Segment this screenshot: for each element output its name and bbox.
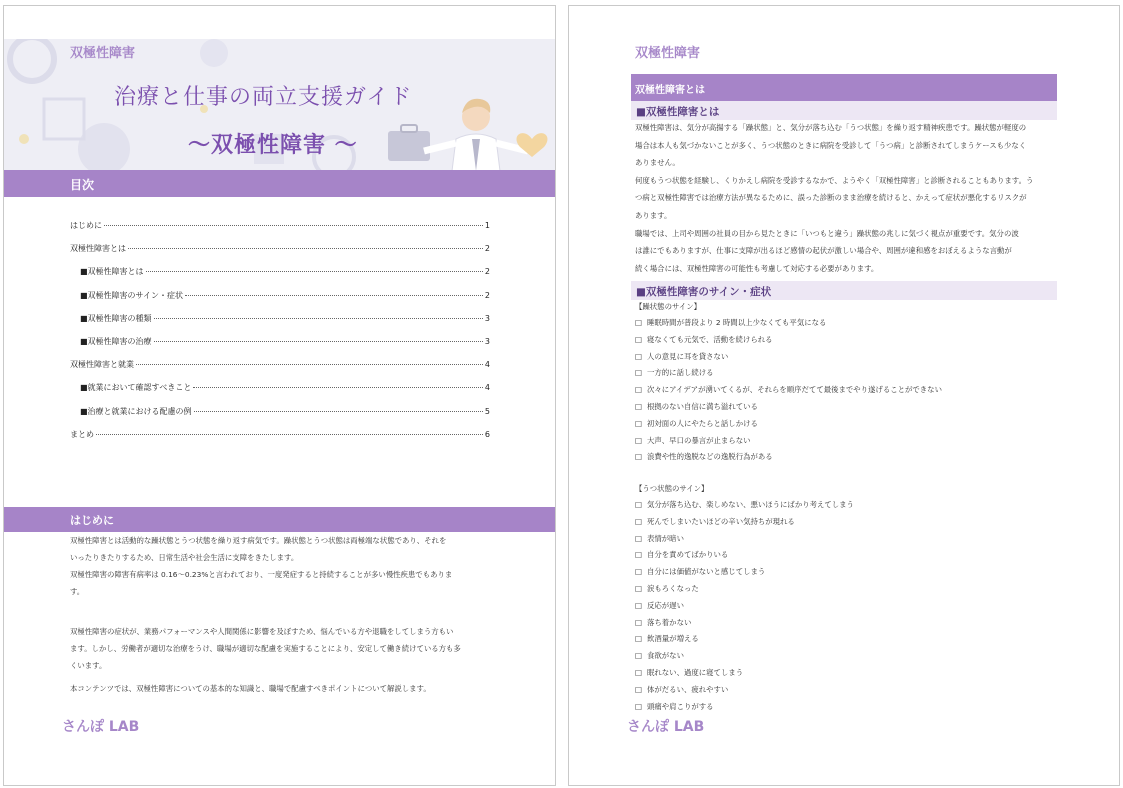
body-line: 続く場合には、双極性障害の可能性も考慮して対応する必要があります。 [635,263,879,273]
intro-line: 本コンテンツでは、双極性障害についての基本的な知識と、職場で配慮すべきポイントについて解説します。 [70,684,431,693]
checkbox-icon: □ [635,435,642,445]
toc-entry[interactable] [70,313,490,336]
toc-leader-dots [128,248,483,249]
body-line: は誰にでもありますが、仕事に支障が出るほど感情の起伏が激しい場合や、周囲が違和感をおぼえるような言動が [635,246,1012,256]
checklist-item [635,416,942,433]
subsection-heading: ■双極性障害とは [631,101,1057,120]
toc-entry[interactable] [70,406,490,429]
checklist-item [635,581,854,598]
checkbox-icon: □ [635,318,642,327]
toc-entry-label: ■就業において確認すべきこと [80,383,192,393]
checkbox-icon: □ [635,600,642,610]
checkbox-icon: □ [635,701,642,711]
manic-signs-list [635,298,942,466]
checklist-item [635,315,942,332]
toc-entry[interactable] [70,220,490,243]
checklist-item-text: 初対面の人にやたらと話しかける [647,418,758,428]
checklist-item-text: 涙もろくなった [647,583,699,593]
checkbox-icon: □ [635,583,642,593]
toc-heading: 目次 [4,170,555,197]
checklist-item [635,598,854,615]
body-line: あります。 [635,210,672,220]
checklist-item-text: 食欲がない [647,651,684,661]
toc-leader-dots [154,341,483,342]
checkbox-icon: □ [635,516,642,526]
checkbox-icon: □ [635,533,642,543]
checklist-item [635,648,854,665]
document-page-1 [3,5,556,786]
checklist-item [635,365,942,382]
document-subtitle: ～双極性障害 ～ [188,133,358,158]
toc-entry-page-number: 4 [484,383,490,393]
checklist-item-text: 自分を責めてばかりいる [647,550,729,560]
table-of-contents [70,220,490,452]
checklist-item-text: 自分には価値がないと感じてしまう [647,567,766,577]
checklist-item [635,399,942,416]
toc-entry-page-number: 3 [484,313,490,323]
list-heading: 【うつ状態のサイン】 [635,484,709,493]
toc-entry[interactable] [70,336,490,359]
list-heading: 【躁状態のサイン】 [635,302,701,311]
checklist-item [635,449,942,466]
toc-entry-page-number: 3 [484,336,490,346]
checklist-item-text: 睡眠時間が普段より 2 時間以上少なくても平気になる [647,318,827,327]
intro-line: くいます。 [70,661,107,670]
toc-entry-page-number: 1 [484,221,490,230]
checklist-item-text: 浪費や性的逸脱などの逸脱行為がある [647,452,773,462]
checkbox-icon: □ [635,550,642,560]
toc-leader-dots [146,271,483,272]
intro-heading: はじめに [4,507,555,532]
sanpo-lab-logo: さんぽ LAB [62,719,140,735]
checklist-item-text: 次々にアイデアが湧いてくるが、それらを順序だてて最後までやり遂げることができない [647,385,942,395]
checklist-item-text: 気分が落ち込む、楽しめない、悪いほうにばかり考えてしまう [647,500,854,509]
toc-leader-dots [104,225,483,226]
checklist-item-text: 飲酒量が増える [647,634,699,644]
toc-entry-label: 双極性障害とは [70,244,126,254]
checklist-item [635,497,854,514]
toc-entry-label: まとめ [70,429,94,439]
section-heading: 双極性障害とは [631,74,1057,101]
checklist-item-text: 根拠のない自信に満ち溢れている [647,401,758,411]
checklist-item-text: 人の意見に耳を貸さない [647,351,729,361]
toc-entry-label: ■双極性障害のサイン・症状 [80,290,183,300]
checkbox-icon: □ [635,401,642,411]
checklist-item-text: 体がだるい、疲れやすい [647,684,729,694]
toc-entry[interactable] [70,266,490,289]
checklist-item [635,615,854,632]
toc-entry-label: ■治療と就業における配慮の例 [80,406,192,416]
body-line: 何度もうつ状態を経験し、くりかえし病院を受診するなかで、ようやく「双極性障害」と診断されることもあります。う [635,175,1034,185]
body-line: 双極性障害は、気分が高揚する「躁状態」と、気分が落ち込む「うつ状態」を繰り返す精神疾患です。躁状態が軽度の [635,123,1027,132]
toc-entry-label: 双極性障害と就業 [70,360,134,370]
toc-entry[interactable] [70,243,490,266]
toc-entry-page-number: 4 [484,360,490,370]
toc-entry[interactable] [70,359,490,382]
checkbox-icon: □ [635,500,642,509]
checkbox-icon: □ [635,684,642,694]
checklist-item [635,332,942,349]
toc-leader-dots [194,411,483,412]
checklist-item [635,699,854,716]
section-body [635,119,1059,277]
sanpo-lab-logo: さんぽ LAB [627,719,705,735]
intro-line: 双極性障害とは活動的な躁状態とうつ状態を繰り返す病気です。躁状態とうつ状態は両極端な状態であり、それを [70,536,447,545]
body-line: 職場では、上司や周囲の社員の目から見たときに「いつもと違う」躁状態の兆しに気づく視点が重要です。気分の波 [635,228,1019,238]
toc-leader-dots [193,387,483,388]
intro-line: ます。しかし、労働者が適切な治療をうけ、職場が適切な配慮を実施することにより、安定して働き続けている方も多 [70,644,461,653]
body-line: つ病と双極性障害では治療方法が異なるために、誤った診断のまま治療を続けると、かえって症状が悪化するリスクが [635,193,1027,203]
checklist-item-text: 大声、早口の暴言が止まらない [647,435,751,445]
checkbox-icon: □ [635,368,642,378]
checkbox-icon: □ [635,634,642,644]
category-label: 双極性障害 [635,46,701,61]
checklist-item-text: 反応が遅い [647,600,684,610]
checkbox-icon: □ [635,385,642,395]
category-label: 双極性障害 [70,46,136,61]
toc-leader-dots [96,434,483,435]
toc-entry[interactable] [70,382,490,405]
toc-entry-label: はじめに [70,221,102,230]
checkbox-icon: □ [635,617,642,627]
checkbox-icon: □ [635,667,642,677]
checklist-item-text: 表情が暗い [647,533,684,543]
document-page-2 [568,5,1120,786]
checklist-item-text: 死んでしまいたいほどの辛い気持ちが現れる [647,516,795,526]
toc-leader-dots [185,295,483,296]
checklist-item [635,682,854,699]
toc-entry[interactable] [70,290,490,313]
checklist-item [635,433,942,450]
checkbox-icon: □ [635,418,642,428]
checklist-item [635,382,942,399]
toc-leader-dots [136,364,483,365]
toc-entry-page-number: 2 [484,244,490,254]
checkbox-icon: □ [635,651,642,661]
intro-body [70,532,494,697]
checkbox-icon: □ [635,452,642,462]
checklist-item-text: 頭痛や肩こりがする [647,701,714,711]
toc-entry-page-number: 2 [484,267,490,277]
intro-line: 双極性障害の障害有病率は 0.16～0.23%と言われており、一度発症すると持続することが多い慢性疾患でもありま [70,570,453,579]
intro-line: 双極性障害の症状が、業務パフォーマンスや人間関係に影響を及ぼすため、悩んでいる方や退職をしてしまう方もい [70,627,454,636]
checklist-item [635,547,854,564]
checkbox-icon: □ [635,567,642,577]
toc-entry-page-number: 2 [484,290,490,300]
checklist-item-text: 眠れない、過度に寝てしまう [647,667,744,677]
subsection-heading: ■双極性障害のサイン・症状 [631,281,1057,300]
checkbox-icon: □ [635,351,642,361]
checklist-item-text: 落ち着かない [647,617,692,627]
checklist-item [635,564,854,581]
toc-entry-page-number: 5 [484,406,490,416]
toc-entry-label: ■双極性障害の治療 [80,336,152,346]
checkbox-icon: □ [635,334,642,344]
checklist-item [635,631,854,648]
toc-leader-dots [154,318,483,319]
body-line: 場合は本人も気づかないことが多く、うつ状態のときに病院を受診して「うつ病」と診断されてしまうケースも少なく [635,140,1027,150]
checklist-item-text: 一方的に話し続ける [647,368,714,378]
document-title: 治療と仕事の両立支援ガイド [114,85,413,110]
checklist-item [635,514,854,531]
body-line: ありません。 [635,158,680,168]
checklist-item [635,665,854,682]
checklist-item [635,531,854,548]
toc-entry-label: ■双極性障害とは [80,267,144,277]
toc-entry-label: ■双極性障害の種類 [80,313,152,323]
checklist-item [635,349,942,366]
toc-entry-page-number: 6 [484,429,490,439]
intro-line: いったりきたりするため、日常生活や社会生活に支障をきたします。 [70,553,299,562]
toc-entry[interactable] [70,429,490,452]
intro-line: す。 [70,587,85,596]
checklist-item-text: 寝なくても元気で、活動を続けられる [647,334,773,344]
depressive-signs-list [635,480,854,715]
